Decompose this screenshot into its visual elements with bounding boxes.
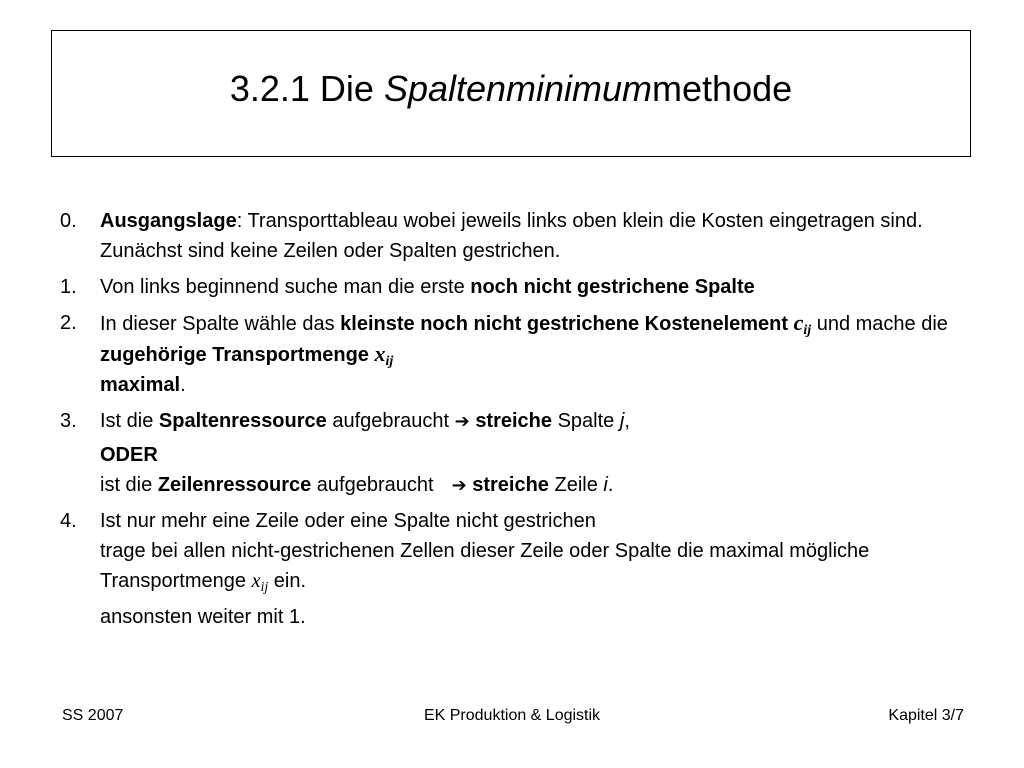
step-text: , — [624, 410, 630, 432]
footer-semester: SS 2007 — [62, 707, 124, 724]
variable-subscript: ij — [385, 354, 394, 369]
step-bold: zugehörige Transportmenge — [100, 344, 375, 366]
slide-title — [229, 67, 793, 109]
step-text: : Transporttableau wobei jeweils links oben klein die Kosten eingetragen sind. Zunächst sind keine Zeilen oder Spalten gestrichen. — [100, 210, 923, 262]
step-bold: Spaltenressource — [158, 410, 327, 432]
step-label: Ausgangslage — [100, 210, 237, 232]
step-text: In dieser Spalte wähle das — [100, 313, 341, 335]
step-bold: Zeilenressource — [157, 474, 312, 496]
arrow-right-icon: ➔ — [451, 475, 467, 495]
title-suffix: methode — [652, 67, 793, 109]
step-2 — [60, 308, 980, 400]
column-index: j — [619, 410, 625, 432]
title-prefix: 3.2.1 Die — [229, 67, 384, 109]
title-box — [51, 30, 971, 157]
step-number: 0. — [60, 210, 77, 232]
row-index: i — [603, 474, 608, 496]
quantity-variable — [251, 570, 269, 595]
step-text: Spalte — [552, 410, 620, 432]
variable-symbol: x — [251, 570, 261, 592]
step-text: Zeile — [548, 474, 604, 496]
title-italic: Spaltenminimum — [383, 67, 653, 109]
oder-label: ODER — [100, 444, 158, 466]
step-text: ansonsten weiter mit 1. — [100, 606, 306, 628]
step-text: aufgebraucht — [326, 410, 455, 432]
arrow-right-icon: ➔ — [454, 411, 470, 431]
step-bold: streiche — [475, 410, 553, 432]
step-text: . — [607, 474, 614, 496]
step-1 — [60, 272, 980, 302]
variable-subscript: ij — [260, 580, 269, 595]
step-number: 2. — [60, 312, 77, 334]
step-text: Ist die — [100, 410, 159, 432]
variable-symbol: x — [374, 341, 386, 366]
cost-variable — [793, 310, 812, 338]
step-text: . — [180, 374, 186, 396]
step-text: und mache die — [811, 313, 948, 335]
step-bold: kleinste noch nicht gestrichene Kostenelement — [340, 313, 794, 335]
step-number: 3. — [60, 410, 77, 432]
step-text: ein. — [268, 570, 307, 592]
step-bold: noch nicht gestrichene Spalte — [470, 276, 755, 298]
footer-page: Kapitel 3/7 — [888, 707, 964, 724]
step-0 — [60, 206, 980, 266]
step-3 — [60, 406, 980, 500]
step-text: Ist nur mehr eine Zeile oder eine Spalte nicht gestrichen — [100, 510, 596, 532]
footer-course: EK Produktion & Logistik — [423, 707, 601, 724]
step-text: aufgebraucht — [311, 474, 434, 496]
step-text: trage bei allen nicht-gestrichenen Zellen dieser Zeile oder Spalte die maximal mögliche Transportmenge — [100, 540, 870, 592]
step-4 — [60, 506, 980, 632]
algorithm-steps — [60, 206, 980, 632]
variable-symbol: c — [793, 310, 804, 335]
step-number: 4. — [60, 510, 77, 532]
step-bold: streiche — [472, 474, 549, 496]
step-text: Von links beginnend suche man die erste — [100, 276, 471, 298]
variable-subscript: ij — [803, 323, 812, 338]
step-bold: maximal — [100, 374, 181, 396]
step-number: 1. — [60, 276, 77, 298]
step-text: ist die — [100, 474, 158, 496]
quantity-variable — [374, 341, 394, 369]
